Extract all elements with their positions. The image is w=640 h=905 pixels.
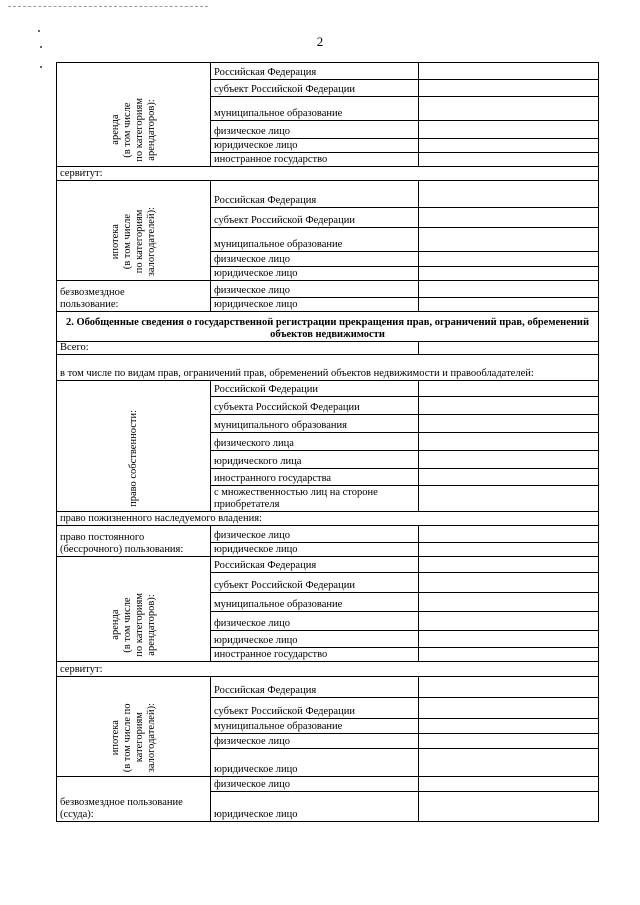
value-cell[interactable] — [419, 719, 599, 734]
lease-label: аренда (в том числе по категориям арендаторов): — [109, 98, 157, 162]
mortgage-item: субъект Российской Федерации — [211, 208, 419, 228]
permanent-use-label: право постоянного (бессрочного) пользования: — [57, 526, 211, 557]
value-cell[interactable] — [419, 381, 599, 397]
mortgage-category-cell — [57, 181, 211, 281]
permanent-use-item: физическое лицо — [211, 526, 419, 543]
lease-item: субъект Российской Федерации — [211, 573, 419, 593]
value-cell[interactable] — [419, 298, 599, 312]
value-cell[interactable] — [419, 267, 599, 281]
mortgage-item: юридическое лицо — [211, 267, 419, 281]
mortgage-item: муниципальное образование — [211, 228, 419, 252]
lease-item: иностранное государство — [211, 648, 419, 662]
value-cell[interactable] — [419, 573, 599, 593]
ownership-item: иностранного государства — [211, 469, 419, 486]
registration-form-table — [56, 62, 599, 822]
total-value-cell[interactable] — [419, 342, 599, 355]
total-label: Всего: — [57, 342, 419, 355]
value-cell[interactable] — [419, 557, 599, 573]
lease-item: муниципальное образование — [211, 593, 419, 612]
value-cell[interactable] — [419, 777, 599, 792]
lease-label: аренда (в том числе по категориям арендаторов): — [109, 593, 157, 657]
value-cell[interactable] — [419, 451, 599, 469]
value-cell[interactable] — [419, 153, 599, 167]
value-cell[interactable] — [419, 526, 599, 543]
lease-item: иностранное государство — [211, 153, 419, 167]
mortgage-item: физическое лицо — [211, 252, 419, 267]
lease-category-cell — [57, 557, 211, 662]
lease-item: физическое лицо — [211, 121, 419, 139]
ownership-item: физического лица — [211, 433, 419, 451]
mortgage-item: муниципальное образование — [211, 719, 419, 734]
free-use-item: физическое лицо — [211, 777, 419, 792]
free-use-label: безвозмездное пользование: — [57, 281, 211, 312]
life-possession-row: право пожизненного наследуемого владения: — [57, 512, 599, 526]
value-cell[interactable] — [419, 749, 599, 777]
value-cell[interactable] — [419, 486, 599, 512]
scan-dot — [38, 30, 40, 32]
free-use-item: физическое лицо — [211, 281, 419, 298]
lease-item: физическое лицо — [211, 612, 419, 631]
scan-artifact-line — [8, 6, 208, 7]
mortgage-item: юридическое лицо — [211, 749, 419, 777]
mortgage-category-cell — [57, 677, 211, 777]
value-cell[interactable] — [419, 433, 599, 451]
free-use-item: юридическое лицо — [211, 298, 419, 312]
ownership-item: субъекта Российской Федерации — [211, 397, 419, 415]
ownership-item: Российской Федерации — [211, 381, 419, 397]
page-number: 2 — [316, 34, 324, 49]
value-cell[interactable] — [419, 228, 599, 252]
section-2-title: 2. Обобщенные сведения о государственной регистрации прекращения прав, ограничений прав, обременений объектов недвижимости — [57, 312, 599, 342]
lease-item: юридическое лицо — [211, 139, 419, 153]
value-cell[interactable] — [419, 593, 599, 612]
lease-item: юридическое лицо — [211, 631, 419, 648]
ownership-category-cell — [57, 381, 211, 512]
free-use-item: юридическое лицо — [211, 792, 419, 822]
servitude-row: сервитут: — [57, 662, 599, 677]
value-cell[interactable] — [419, 631, 599, 648]
value-cell[interactable] — [419, 397, 599, 415]
lease-item: Российская Федерация — [211, 63, 419, 80]
permanent-use-item: юридическое лицо — [211, 543, 419, 557]
value-cell[interactable] — [419, 648, 599, 662]
value-cell[interactable] — [419, 734, 599, 749]
ownership-item: муниципального образования — [211, 415, 419, 433]
value-cell[interactable] — [419, 612, 599, 631]
value-cell[interactable] — [419, 139, 599, 153]
including-label: в том числе по видам прав, ограничений прав, обременений объектов недвижимости и правообладателей: — [57, 355, 599, 381]
value-cell[interactable] — [419, 63, 599, 80]
ownership-label: право собственности: — [127, 410, 139, 507]
ownership-item: с множественностью лиц на стороне приобретателя — [211, 486, 419, 512]
value-cell[interactable] — [419, 543, 599, 557]
mortgage-item: субъект Российской Федерации — [211, 698, 419, 719]
mortgage-label: ипотека (в том числе по категориям залогодателей): — [109, 206, 157, 276]
value-cell[interactable] — [419, 97, 599, 121]
scan-dot — [40, 66, 42, 68]
value-cell[interactable] — [419, 415, 599, 433]
mortgage-item: Российская Федерация — [211, 677, 419, 698]
free-use-loan-label: безвозмездное пользование (ссуда): — [57, 777, 211, 822]
value-cell[interactable] — [419, 181, 599, 208]
value-cell[interactable] — [419, 677, 599, 698]
servitude-row: сервитут: — [57, 167, 599, 181]
value-cell[interactable] — [419, 469, 599, 486]
ownership-item: юридического лица — [211, 451, 419, 469]
lease-item: муниципальное образование — [211, 97, 419, 121]
lease-item: субъект Российской Федерации — [211, 80, 419, 97]
mortgage-item: Российская Федерация — [211, 181, 419, 208]
value-cell[interactable] — [419, 208, 599, 228]
mortgage-label: ипотека (в том числе по категориям залогодателей): — [109, 702, 157, 772]
value-cell[interactable] — [419, 792, 599, 822]
lease-category-cell — [57, 63, 211, 167]
value-cell[interactable] — [419, 121, 599, 139]
value-cell[interactable] — [419, 252, 599, 267]
mortgage-item: физическое лицо — [211, 734, 419, 749]
value-cell[interactable] — [419, 80, 599, 97]
value-cell[interactable] — [419, 281, 599, 298]
lease-item: Российская Федерация — [211, 557, 419, 573]
value-cell[interactable] — [419, 698, 599, 719]
